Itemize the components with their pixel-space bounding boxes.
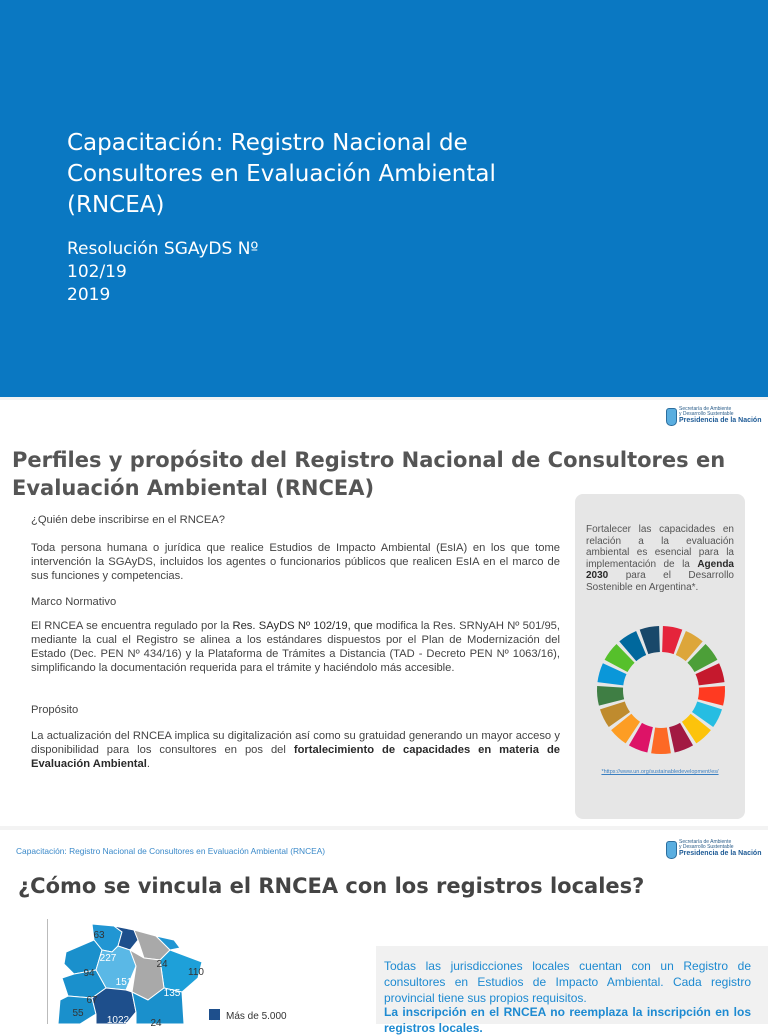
paragraph-who: Toda persona humana o jurídica que realice Estudios de Impacto Ambiental (EsIA) en los que tome intervención la SGAyDS, incluidos los agentes o funcionarios públicos que realicen EsIA en el marco de sus funciones y competencias. (31, 542, 560, 582)
sdg-segment (597, 686, 624, 706)
resolution-label: Resolución SGAyDS Nº (67, 239, 259, 259)
logo-line3: Presidencia de la Nación (679, 850, 762, 857)
map-label: 55 (72, 1008, 84, 1019)
logo-line3: Presidencia de la Nación (679, 417, 762, 424)
legend-swatch (209, 1009, 220, 1020)
sdg-wheel-icon (596, 625, 726, 755)
escudo-icon (666, 408, 677, 426)
map-legend (209, 1009, 287, 1022)
proposito-text-b: . (146, 758, 150, 770)
paragraph-proposito (31, 729, 560, 771)
legend-label: Más de 5.000 (226, 1011, 287, 1022)
paragraph-marco (31, 619, 560, 675)
map-label: 151 (115, 977, 133, 988)
resolution-subtitle (67, 238, 367, 307)
map-label: 24 (156, 959, 168, 970)
question-who: ¿Quién debe inscribirse en el RNCEA? (31, 514, 226, 526)
heading-proposito: Propósito (31, 704, 79, 716)
local-registries-info-box (376, 946, 768, 1035)
slide-divider (0, 397, 768, 400)
map-label: 63 (93, 930, 105, 941)
ministry-logo (666, 406, 762, 427)
logo-line1: Secretaría de Ambiente (679, 839, 732, 845)
sdg-card (575, 494, 745, 819)
agenda-2030-bold: Agenda 2030 (586, 558, 734, 581)
map-label: 227 (99, 953, 117, 964)
map-label: 110 (188, 967, 204, 978)
logo-line2: y Desarrollo Sustentable (679, 844, 734, 850)
map-label: 135 (163, 988, 181, 999)
info-box-bold-text: La inscripción en el RNCEA no reemplaza la inscripción en los registros locales. (384, 1005, 751, 1035)
resolution-year: 2019 (67, 285, 111, 305)
argentina-provinces-map (52, 922, 212, 1029)
logo-line2: y Desarrollo Sustentable (679, 411, 734, 417)
marco-text-a: El RNCEA se encuentra regulado por la (31, 620, 233, 632)
map-axis-line (47, 919, 48, 1024)
map-label: 67 (86, 995, 98, 1006)
sdg-segment (698, 686, 725, 706)
sdg-segment (651, 728, 671, 754)
un-sdg-link[interactable]: *https://www.un.org/sustainabledevelopment/es/ (601, 769, 719, 775)
info-box-text: Todas las jurisdicciones locales cuentan con un Registro de consultores en Estudios de Impacto Ambiental. Cada registro provincial tiene sus propios requisitos. (384, 959, 751, 1005)
marco-text-b: modifica la Res. SRNyAH Nº 501/95, mediante la cual el Registro se alinea a los estándares dispuestos por el Plan de Modernización del Estado (Dec. PEN Nº 434/16) y la Plataforma de Trámites a Distancia (TAD - Decreto PEN Nº 1063/16), simplificando la documentación requerida para el trámite y haciéndolo más accesible. (31, 620, 561, 674)
sdg-card-text (586, 524, 734, 593)
logo-line1: Secretaría de Ambiente (679, 406, 732, 412)
ministry-logo-2 (666, 839, 762, 860)
slide-divider-2 (0, 826, 768, 830)
map-label: 24 (150, 1018, 162, 1029)
map-label: 1022 (106, 1015, 130, 1026)
proposito-text-a: La actualización del RNCEA implica su digitalización así como su gratuidad generando un mayor acceso y disponibilidad para los consultores en pos del (31, 730, 560, 756)
slide3-footer: Capacitación: Registro Nacional de Consultores en Evaluación Ambiental (RNCEA) (16, 846, 326, 856)
slide2-title: Perfiles y propósito del Registro Nacional de Consultores en Evaluación Ambiental (RNCEA) (12, 448, 726, 500)
map-label: 94 (83, 968, 95, 979)
card-text-a: Fortalecer las capacidades en relación a la evaluación ambiental es esencial para la implementación de la (586, 524, 734, 570)
title-slide (0, 0, 768, 397)
resolution-number: 102/19 (67, 262, 127, 282)
heading-marco-normativo: Marco Normativo (31, 596, 117, 608)
presentation-title: Capacitación: Registro Nacional de Consultores en Evaluación Ambiental (RNCEA) (67, 130, 496, 218)
proposito-highlight: fortalecimiento de capacidades en materia de Evaluación Ambiental (31, 744, 560, 770)
marco-resolution-highlight: Res. SAyDS Nº 102/19, que (232, 620, 373, 632)
card-text-b: para el Desarrollo Sostenible en Argentina*. (586, 570, 734, 593)
slide3-title: ¿Cómo se vincula el RNCEA con los registros locales? (18, 874, 645, 898)
escudo-icon (666, 841, 677, 859)
